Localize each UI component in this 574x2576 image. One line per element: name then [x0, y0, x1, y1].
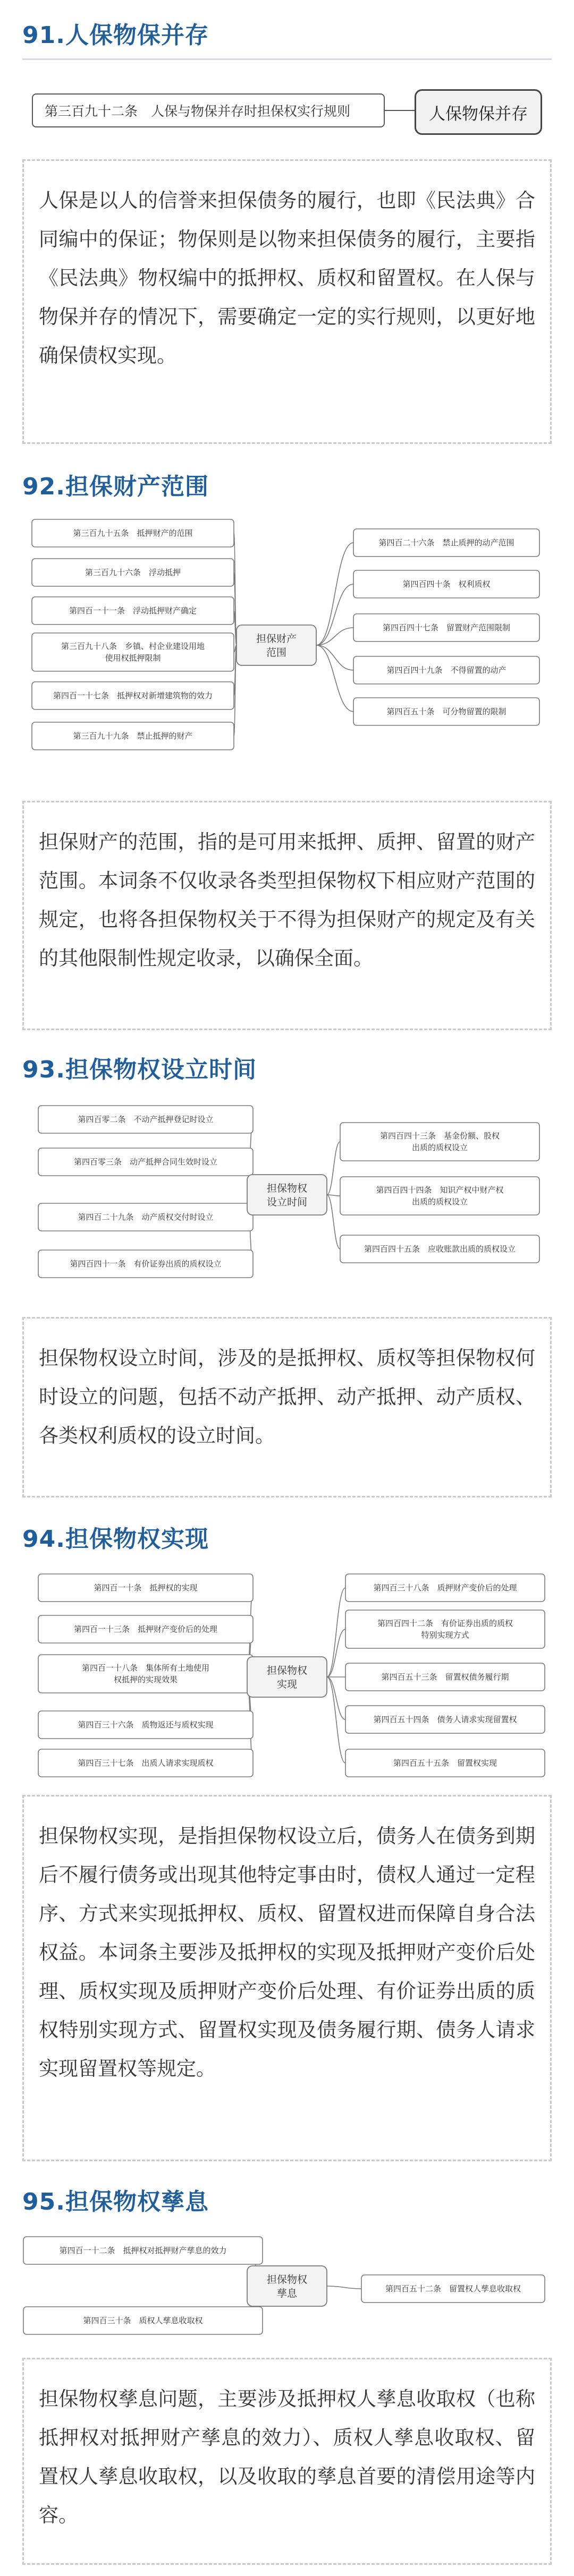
leaf-label: 第四百五十二条 留置权人孳息收取权 [385, 2284, 521, 2293]
mindmap-leaf-right [340, 1123, 539, 1161]
mindmap-92 [0, 510, 574, 786]
connector-line [327, 2286, 361, 2289]
mindmap-leaf-right [345, 1749, 545, 1777]
section-title-91: 91.人保物保并存 [22, 22, 209, 49]
mindmap-leaf-left [32, 682, 234, 709]
section-title-93: 93.担保物权设立时间 [22, 1056, 257, 1083]
connector-line [385, 110, 415, 111]
leaf-label: 第四百三十八条 质押财产变价后的处理 [373, 1583, 517, 1593]
description-box-91 [22, 159, 552, 444]
mindmap-leaf-right [361, 2275, 545, 2303]
mindmap-leaf-left [23, 2237, 263, 2264]
connector-line [327, 1195, 340, 1249]
leaf-label: 第四百一十七条 抵押权对新增建筑物的效力 [53, 691, 213, 700]
mindmap-leaf-right [345, 1663, 545, 1691]
connector-line [327, 1142, 340, 1195]
mindmap-leaf-right [345, 1610, 545, 1648]
center-box [237, 625, 316, 665]
leaf-label: 第四百四十九条 不得留置的动产 [386, 665, 507, 675]
topic-head-box: 人保物保并存 [415, 89, 542, 135]
description-text: 担保物权设立时间，涉及的是抵押权、质权等担保物权何时设立的问题，包括不动产抵押、动产抵押、动产质权、各类权利质权的设立时间。 [39, 1347, 535, 1447]
mindmap-leaf-left [38, 1749, 253, 1777]
mindmap-95 [0, 2230, 574, 2352]
center-label: 担保财产 [256, 633, 297, 645]
description-box-94 [22, 1795, 552, 2161]
leaf-label: 第四百五十四条 债务人请求实现留置权 [373, 1715, 517, 1724]
leaf-label: 第三百九十五条 抵押财产的范围 [73, 528, 193, 538]
mindmap-leaf-left [38, 1250, 253, 1278]
leaf-label: 第四百四十四条 知识产权中财产权 [376, 1185, 504, 1195]
mindmap-leaf-left [32, 722, 234, 750]
mindmap-leaf-left [32, 519, 234, 547]
center-label: 担保物权 [266, 2274, 308, 2286]
center-label: 实现 [276, 1679, 298, 1690]
connector-line [316, 645, 353, 712]
leaf-label: 第四百四十三条 基金份额、股权 [379, 1131, 500, 1141]
mindmap-center [237, 625, 316, 665]
connector-line [327, 1677, 345, 1763]
center-box [247, 1657, 327, 1697]
mindmap-leaf-left [38, 1574, 253, 1602]
mindmap-94 [0, 1565, 574, 1788]
description-box-92 [22, 801, 552, 1030]
mindmap-leaf-left [38, 1106, 253, 1133]
mindmap-leaf-left [32, 633, 234, 671]
leaf-label: 第四百零三条 动产抵押合同生效时设立 [73, 1157, 218, 1167]
mindmap-leaf-right [353, 570, 539, 598]
mindmap-leaf-right [353, 529, 539, 557]
leaf-box [340, 1177, 539, 1215]
connector-line [316, 543, 353, 645]
leaf-label: 特别实现方式 [421, 1630, 469, 1640]
mindmap-leaf-left [32, 597, 234, 624]
center-label: 范围 [266, 647, 287, 658]
leaf-label: 第三百九十九条 禁止抵押的财产 [73, 731, 193, 741]
leaf-box [38, 1655, 253, 1693]
mindmap-leaf-left [38, 1148, 253, 1176]
description-text: 担保物权孳息问题，主要涉及抵押权人孳息收取权（也称抵押权对抵押财产孳息的效力）、质权人孳息收取权、留置权人孳息收取权，以及收取的孳息首要的清偿用途等内容。 [39, 2387, 535, 2527]
mindmap-leaf-left [23, 2307, 263, 2334]
leaf-label: 第四百四十二条 有价证券出质的质权 [377, 1619, 513, 1628]
mindmap-leaf-right [353, 698, 539, 725]
leaf-label: 第四百二十九条 动产质权交付时设立 [78, 1212, 214, 1222]
rule-label-box: 第三百九十二条 人保与物保并存时担保权实行规则 [32, 93, 385, 127]
connector-line [327, 1677, 345, 1719]
leaf-label: 第四百四十条 权利质权 [402, 579, 491, 589]
description-text: 担保物权实现，是指担保物权设立后，债务人在债务到期后不履行债务或出现其他特定事由时，债权人通过一定程序、方式来实现抵押权、质权、留置权进而保障自身合法权益。本词条主要涉及抵押权的实现及抵押财产变价后处理、质权实现及质押财产变价后处理、有价证券出质的质权特别实现方式、留置权实现及债务履行期、债务人请求实现留置权等规定。 [39, 1825, 535, 2080]
connector-line [327, 1195, 340, 1196]
leaf-label: 第四百五十五条 留置权实现 [393, 1758, 497, 1768]
center-label: 担保物权 [266, 1183, 308, 1194]
description-text: 人保是以人的信誉来担保债务的履行，也即《民法典》合同编中的保证；物保则是以物来担保债务的履行，主要指《民法典》物权编中的抵押权、质权和留置权。在人保与物保并存的情况下，需要确定一定的实行规则，以更好地确保债权实现。 [39, 189, 535, 367]
center-label: 设立时间 [266, 1196, 308, 1208]
title-divider [22, 58, 552, 60]
leaf-label: 第四百三十七条 出质人请求实现质权 [78, 1758, 214, 1768]
leaf-label: 出质的质权设立 [411, 1197, 468, 1206]
leaf-label: 第四百四十五条 应收账款出质的质权设立 [364, 1244, 516, 1254]
leaf-label: 第四百一十二条 抵押权对抵押财产孳息的效力 [59, 2246, 227, 2255]
leaf-box [32, 633, 234, 671]
connector-line [327, 1588, 345, 1677]
leaf-label: 第四百三十条 质权人孳息收取权 [83, 2316, 203, 2325]
description-text: 担保财产的范围，指的是可用来抵押、质押、留置的财产范围。本词条不仅收录各类型担保物权下相应财产范围的规定，也将各担保物权关于不得为担保财产的规定及有关的其他限制性规定收录，以确保全面。 [39, 831, 535, 970]
leaf-label: 第四百四十七条 留置财产范围限制 [382, 623, 511, 632]
section-title-94: 94.担保物权实现 [22, 1526, 209, 1553]
center-box [247, 2266, 327, 2306]
description-box-93 [22, 1317, 552, 1497]
mindmap-center [247, 1657, 327, 1697]
leaf-label: 第四百一十三条 抵押财产变价后的处理 [73, 1624, 218, 1634]
mindmap-center [247, 1175, 327, 1215]
leaf-label: 第四百三十六条 质物返还与质权实现 [78, 1720, 214, 1730]
mindmap-leaf-left [38, 1655, 253, 1693]
leaf-label: 第三百九十八条 乡镇、村企业建设用地 [61, 641, 205, 651]
mindmap-leaf-right [340, 1235, 539, 1263]
leaf-label: 第四百四十一条 有价证券出质的质权设立 [70, 1259, 222, 1269]
center-box [247, 1175, 327, 1215]
leaf-label: 第四百一十八条 集体所有土地使用 [81, 1663, 210, 1673]
mindmap-leaf-right [340, 1177, 539, 1215]
leaf-label: 第四百零二条 不动产抵押登记时设立 [78, 1115, 214, 1124]
mindmap-leaf-left [32, 559, 234, 586]
leaf-label: 使用权抵押限制 [105, 653, 161, 663]
section-title-92: 92.担保财产范围 [22, 473, 209, 500]
mindmap-leaf-left [38, 1711, 253, 1739]
leaf-box [340, 1123, 539, 1161]
center-label: 担保物权 [266, 1665, 308, 1676]
leaf-label: 第四百五十条 可分物留置的限制 [386, 707, 507, 716]
mindmap-leaf-left [38, 1203, 253, 1231]
mindmap-93 [0, 1094, 574, 1296]
mindmap-leaf-right [353, 656, 539, 684]
mindmap-leaf-right [345, 1706, 545, 1733]
leaf-label: 第四百一十条 抵押权的实现 [94, 1583, 198, 1593]
mindmap-center [247, 2266, 327, 2306]
mindmap-leaf-left [38, 1615, 253, 1643]
center-label: 孳息 [276, 2288, 298, 2299]
leaf-label: 权抵押的实现效果 [113, 1675, 178, 1684]
leaf-label: 第四百五十三条 留置权债务履行期 [381, 1672, 509, 1682]
leaf-box [345, 1610, 545, 1648]
mindmap-leaf-right [345, 1574, 545, 1602]
mindmap-leaf-right [353, 614, 539, 641]
section-title-95: 95.担保物权孳息 [22, 2188, 209, 2215]
leaf-label: 第三百九十六条 浮动抵押 [85, 568, 181, 577]
leaf-label: 出质的质权设立 [411, 1143, 468, 1152]
description-box-95 [22, 2358, 552, 2565]
leaf-label: 第四百二十六条 禁止质押的动产范围 [378, 538, 514, 547]
leaf-label: 第四百一十一条 浮动抵押财产确定 [69, 606, 197, 615]
connector-line [316, 645, 353, 670]
